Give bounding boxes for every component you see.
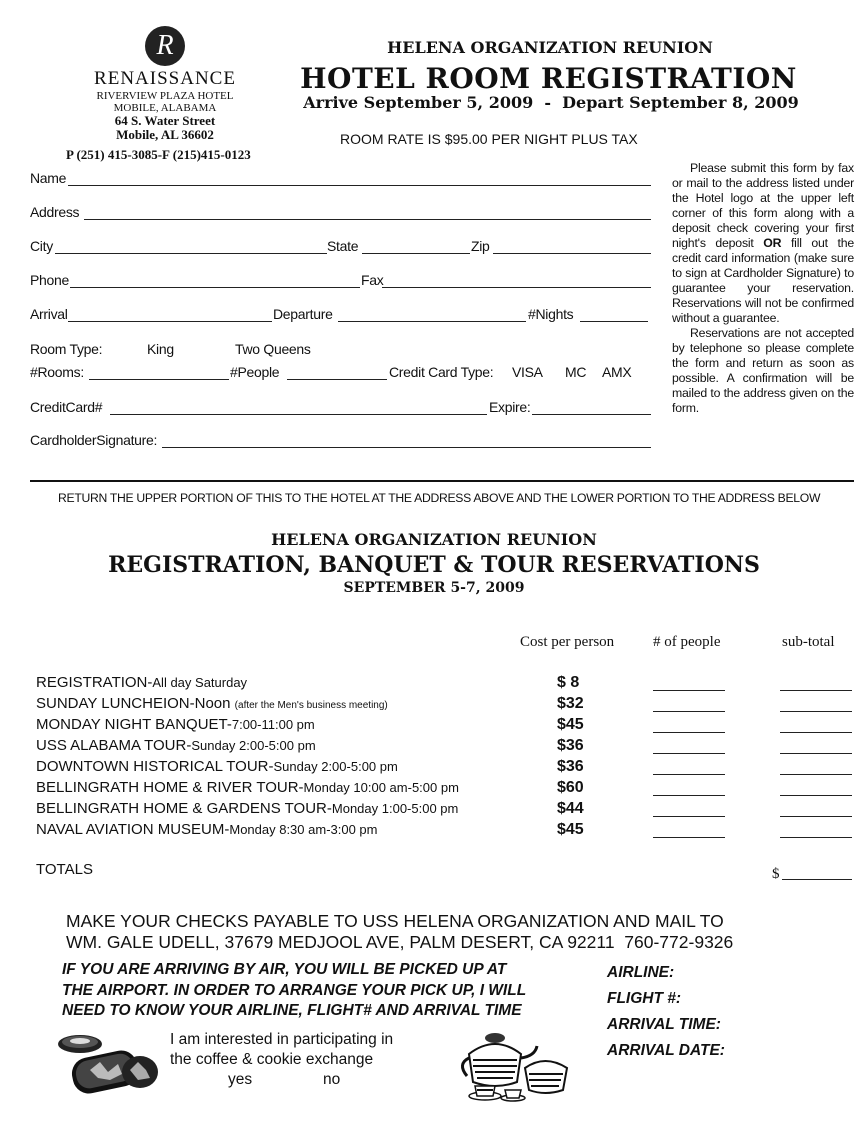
room-type-label: Room Type: (30, 341, 103, 357)
event-row-bellingrath-river: BELLINGRATH HOME & RIVER TOUR-Monday 10:00 am-5:00 pm (36, 779, 459, 796)
coffee-exchange-line1: I am interested in participating in (170, 1031, 394, 1048)
cc-type-amx[interactable]: AMX (602, 364, 632, 380)
return-instructions: RETURN THE UPPER PORTION OF THIS TO THE HOTEL AT THE ADDRESS ABOVE AND THE LOWER PORTION TO THE ADDRESS BELOW (58, 491, 821, 505)
cookie-icon (50, 1030, 160, 1100)
event-price: $60 (557, 779, 584, 796)
people-label: #People (230, 364, 280, 380)
hotel-name: RIVERVIEW PLAZA HOTEL (96, 90, 234, 102)
expire-label: Expire: (489, 399, 531, 415)
air-notice-line2: THE AIRPORT. IN ORDER TO ARRANGE YOUR PICK UP, I WILL (62, 982, 527, 999)
people-field[interactable] (653, 753, 725, 754)
subtotal-field[interactable] (780, 732, 852, 733)
event-dates: Arrive September 5, 2009 - Depart September 8, 2009 (303, 93, 799, 112)
rooms-label: #Rooms: (30, 364, 84, 380)
cc-type-mc[interactable]: MC (565, 364, 587, 380)
coffee-yes-option[interactable]: yes (228, 1071, 253, 1088)
arrival-date-label[interactable]: ARRIVAL DATE: (607, 1042, 725, 1059)
people-field[interactable] (653, 795, 725, 796)
totals-label: TOTALS (36, 861, 93, 878)
event-price: $45 (557, 821, 584, 838)
cc-type-visa[interactable]: VISA (512, 364, 543, 380)
cc-type-label: Credit Card Type: (389, 364, 494, 380)
event-row-uss-alabama: USS ALABAMA TOUR-Sunday 2:00-5:00 pm (36, 737, 316, 754)
hotel-logo-block (60, 26, 270, 142)
people-field[interactable] (653, 816, 725, 817)
event-row-downtown-tour: DOWNTOWN HISTORICAL TOUR-Sunday 2:00-5:00 pm (36, 758, 398, 775)
flight-label[interactable]: FLIGHT #: (607, 990, 682, 1007)
checks-payable-line1: MAKE YOUR CHECKS PAYABLE TO USS HELENA ORGANIZATION AND MAIL TO (66, 911, 724, 931)
people-field[interactable] (653, 690, 725, 691)
hotel-brand: RENAISSANCE (94, 68, 236, 89)
coffee-exchange-line2: the coffee & cookie exchange (170, 1051, 374, 1068)
section-divider (30, 480, 854, 482)
subtotal-field[interactable] (780, 711, 852, 712)
phone-label: Phone (30, 272, 69, 288)
people-field[interactable] (287, 379, 387, 380)
zip-field[interactable] (493, 253, 651, 254)
air-notice-line1: IF YOU ARE ARRIVING BY AIR, YOU WILL BE PICKED UP AT (62, 961, 507, 978)
airline-label[interactable]: AIRLINE: (607, 964, 675, 981)
people-field[interactable] (653, 711, 725, 712)
or-emphasis: OR (763, 236, 782, 250)
room-rate: ROOM RATE IS $95.00 PER NIGHT PLUS TAX (340, 131, 638, 147)
event-row-bellingrath-gardens: BELLINGRATH HOME & GARDENS TOUR-Monday 1:00-5:00 pm (36, 800, 459, 817)
people-field[interactable] (653, 774, 725, 775)
hotel-citystate: Mobile, AL 36602 (116, 127, 214, 142)
event-price: $32 (557, 695, 584, 712)
zip-label: Zip (471, 238, 490, 254)
air-notice-line3: NEED TO KNOW YOUR AIRLINE, FLIGHT# AND ARRIVAL TIME (62, 1002, 522, 1019)
signature-field[interactable] (162, 447, 651, 448)
event-price: $ 8 (557, 674, 580, 691)
nights-label: #Nights (528, 306, 574, 322)
name-field[interactable] (68, 185, 651, 186)
departure-field[interactable] (338, 321, 526, 322)
totals-dollar: $ (772, 866, 780, 882)
checks-payable-line2: WM. GALE UDELL, 37679 MEDJOOL AVE, PALM DESERT, CA 92211 760-772-9326 (66, 932, 734, 952)
subtotal-field[interactable] (780, 753, 852, 754)
rooms-field[interactable] (89, 379, 229, 380)
people-field[interactable] (653, 837, 725, 838)
teapot-icon (455, 1024, 585, 1104)
lower-title: REGISTRATION, BANQUET & TOUR RESERVATIONS (108, 552, 760, 578)
hotel-street: 64 S. Water Street (114, 113, 216, 128)
signature-label: CardholderSignature: (30, 432, 158, 448)
arrival-time-label[interactable]: ARRIVAL TIME: (607, 1016, 721, 1033)
state-label: State (327, 238, 359, 254)
arrival-label: Arrival (30, 306, 68, 322)
col-cost-header: Cost per person (520, 634, 615, 650)
address-field[interactable] (84, 219, 651, 220)
event-row-naval-museum: NAVAL AVIATION MUSEUM-Monday 8:30 am-3:00 pm (36, 821, 378, 838)
subtotal-field[interactable] (780, 690, 852, 691)
fax-field[interactable] (382, 287, 651, 288)
room-type-two-queens[interactable]: Two Queens (235, 341, 311, 357)
city-field[interactable] (55, 253, 327, 254)
coffee-no-option[interactable]: no (323, 1071, 341, 1088)
page-title: HOTEL ROOM REGISTRATION (300, 62, 797, 95)
col-subtotal-header: sub-total (782, 634, 835, 650)
phone-field[interactable] (70, 287, 360, 288)
event-price: $36 (557, 737, 584, 754)
arrival-field[interactable] (68, 321, 272, 322)
subtotal-field[interactable] (780, 816, 852, 817)
people-field[interactable] (653, 732, 725, 733)
departure-label: Departure (273, 306, 333, 322)
state-field[interactable] (362, 253, 470, 254)
nights-field[interactable] (580, 321, 648, 322)
event-price: $45 (557, 716, 584, 733)
expire-field[interactable] (532, 414, 651, 415)
totals-field[interactable] (782, 879, 852, 880)
room-type-king[interactable]: King (147, 341, 174, 357)
name-label: Name (30, 170, 67, 186)
event-row-registration: REGISTRATION-All day Saturday (36, 674, 248, 691)
hotel-city: MOBILE, ALABAMA (113, 102, 217, 114)
col-people-header: # of people (653, 634, 721, 650)
fax-label: Fax (361, 272, 384, 288)
renaissance-logo-icon: R (145, 26, 185, 66)
lower-dates: SEPTEMBER 5-7, 2009 (343, 580, 525, 596)
submission-instructions: Please submit this form by fax or mail to the address listed under the Hotel logo at the upper left corner of this form along with a deposit check covering your first night's deposit OR fill out the credit card information (make sure to sign at Cardholder Signature) to guarantee your reservation. Reservations will not be confirmed without a guarantee. Reservations are not accepted by telephone so please complete the form and return as soon as possible. A confirmation will be mailed to the address given on the form. (672, 161, 855, 415)
org-title: HELENA ORGANIZATION REUNION (387, 38, 713, 57)
event-price: $44 (557, 800, 584, 817)
credit-card-field[interactable] (110, 414, 487, 415)
subtotal-field[interactable] (780, 774, 852, 775)
event-row-sunday-luncheon: SUNDAY LUNCHEION-Noon (after the Men's business meeting) (36, 695, 388, 712)
subtotal-field[interactable] (780, 837, 852, 838)
event-price: $36 (557, 758, 584, 775)
event-row-monday-banquet: MONDAY NIGHT BANQUET-7:00-11:00 pm (36, 716, 315, 733)
address-label: Address (30, 204, 80, 220)
subtotal-field[interactable] (780, 795, 852, 796)
city-label: City (30, 238, 53, 254)
credit-card-label: CreditCard# (30, 399, 103, 415)
hotel-phones: P (251) 415-3085-F (215)415-0123 (66, 147, 251, 162)
lower-org-title: HELENA ORGANIZATION REUNION (271, 530, 597, 549)
